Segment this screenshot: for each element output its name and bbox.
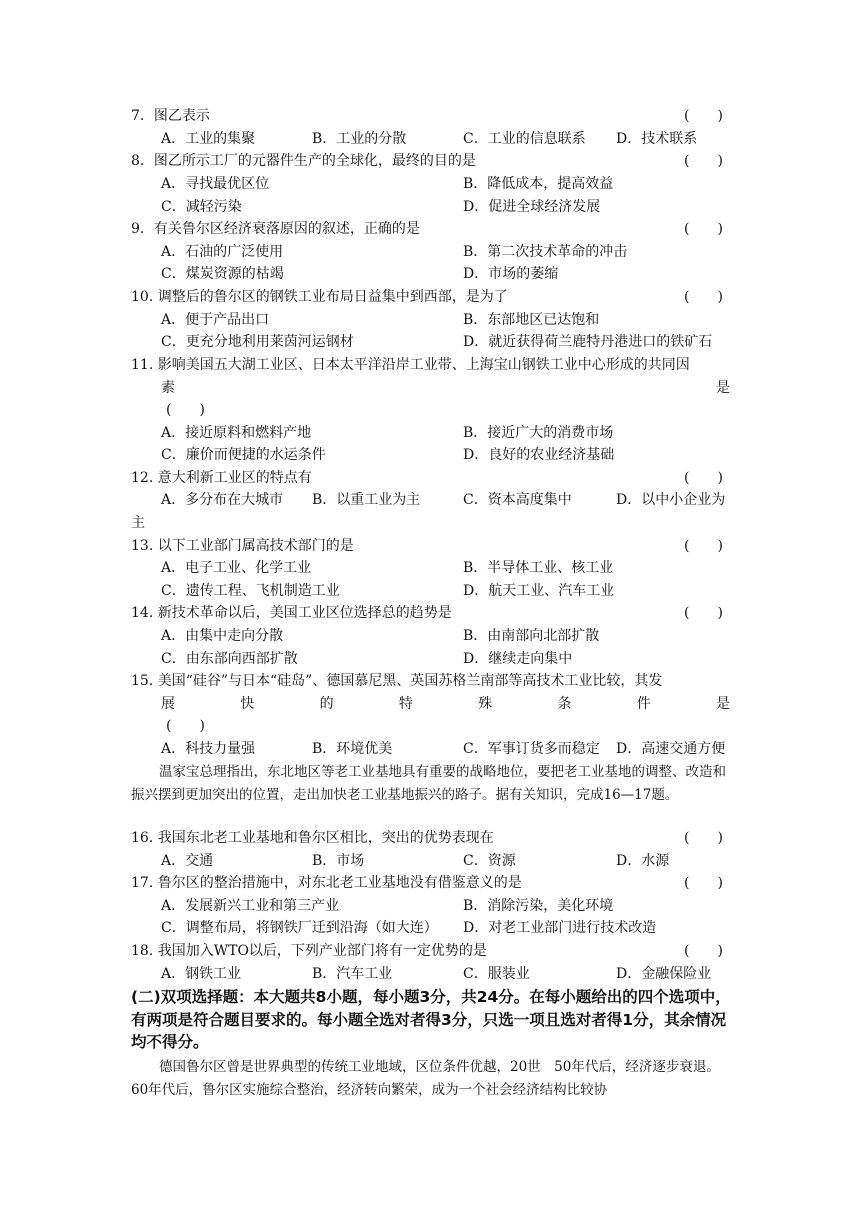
stem-char: 是 [716,380,730,396]
stem-char: 展 [161,696,175,712]
question-7-stem: 7．图乙表示 [131,108,210,124]
question-13-option-b: B．半导体工业、核工业 [463,560,614,576]
stem-char: 特 [398,696,413,712]
question-9-stem: 9．有关鲁尔区经济衰落原因的叙述，正确的是 [131,221,420,237]
question-14-stem: 14. 新技术革命以后，美国工业区位选择总的趋势是 [131,605,452,621]
question-17-option-b: B．消除污染，美化环境 [463,898,614,914]
question-16-option-c: C．资源 [463,853,516,869]
question-11-option-d: D．良好的农业经济基础 [463,447,615,463]
answer-bracket: ( ) [684,605,723,621]
question-18-option-a: A．钢铁工业 [161,966,242,982]
question-18-stem: 18. 我国加入WTO以后，下列产业部门将有一定优势的是 [131,943,487,959]
question-16-option-d: D．水源 [616,853,670,869]
answer-bracket: ( ) [684,538,723,554]
stem-char: 件 [636,696,651,712]
question-17-option-a: A．发展新兴工业和第三产业 [161,898,340,914]
question-11-option-a: A．接近原料和燃料产地 [161,425,312,441]
question-18-option-c: C．服装业 [463,966,530,982]
stem-char: 快 [240,696,255,712]
passage-ruhr: 德国鲁尔区曾是世界典型的传统工业地域，区位条件优越，20世 50年代后，经济逐步衰退。60年代后，鲁尔区实施综合整治，经济转向繁荣，成为一个社会经济结构比较协 [131,1059,720,1098]
question-11-stem-continuation [161,378,730,398]
question-12-option-b: B．以重工业为主 [312,492,421,508]
question-12-option-d-wrap: 主 [131,515,145,531]
question-12-option-c: C．资本高度集中 [463,492,572,508]
question-15-option-d: D．高速交通方便 [616,741,726,757]
answer-bracket: ( ) [684,289,723,305]
question-8-stem: 8．图乙所示工厂的元器件生产的全球化，最终的目的是 [131,153,476,169]
question-15-stem: 15. 美国“硅谷”与日本“硅岛”、德国慕尼黑、英国苏格兰南部等高技术工业比较，其发 [131,673,663,689]
stem-char: 素 [161,380,175,396]
question-13-option-c: C．遗传工程、飞机制造工业 [161,583,340,599]
question-10-option-a: A．便于产品出口 [161,312,270,328]
question-13-option-d: D．航天工业、汽车工业 [463,583,615,599]
question-16-option-a: A．交通 [161,853,214,869]
question-15-option-c: C．军事订货多而稳定 [463,741,600,757]
question-10-option-d: D．就近获得荷兰鹿特丹港进口的铁矿石 [463,334,713,350]
question-15-option-a: A．科技力量强 [161,741,256,757]
answer-bracket: ( ) [684,470,723,486]
question-12-option-a: A．多分布在大城市 [161,492,284,508]
question-8-option-a: A．寻找最优区位 [161,176,270,192]
answer-bracket: ( ) [684,875,723,891]
question-17-option-d: D．对老工业部门进行技术改造 [463,920,657,936]
question-18-option-b: B．汽车工业 [312,966,393,982]
question-11-option-c: C．廉价而便捷的水运条件 [161,447,326,463]
question-15-option-b: B．环境优美 [312,741,393,757]
question-7-option-a: A．工业的集聚 [161,131,256,147]
question-16-stem: 16. 我国东北老工业基地和鲁尔区相比，突出的优势表现在 [131,830,494,846]
answer-bracket: ( ) [684,221,723,237]
answer-bracket: ( ) [684,108,723,124]
question-10-option-b: B．东部地区已达饱和 [463,312,600,328]
question-8-option-d: D．促进全球经济发展 [463,199,601,215]
stem-char: 条 [557,696,572,712]
question-15-stem-continuation [161,694,730,714]
question-7-option-b: B．工业的分散 [312,131,407,147]
question-14-option-c: C．由东部向西部扩散 [161,651,298,667]
question-9-option-a: A．石油的广泛使用 [161,244,284,260]
question-17-option-c: C．调整布局，将钢铁厂迁到沿海（如大连） [161,920,438,936]
stem-char: 是 [715,696,730,712]
stem-char: 殊 [478,696,493,712]
question-17-stem: 17. 鲁尔区的整治措施中，对东北老工业基地没有借鉴意义的是 [131,875,522,891]
question-14-option-d: D．继续走向集中 [463,651,573,667]
question-14-option-a: A．由集中走向分散 [161,628,284,644]
question-13-option-a: A．电子工业、化学工业 [161,560,312,576]
question-9-option-c: C．煤炭资源的枯竭 [161,266,284,282]
passage-16-17: 温家宝总理指出，东北地区等老工业基地具有重要的战略地位，要把老工业基地的调整、改造和振兴摆到更加突出的位置，走出加快老工业基地振兴的路子。据有关知识，完成16—17题。 [131,764,726,803]
answer-bracket: ( ) [166,402,205,418]
question-11-option-b: B．接近广大的消费市场 [463,425,614,441]
answer-bracket: ( ) [684,943,723,959]
question-10-stem: 10. 调整后的鲁尔区的钢铁工业布局日益集中到西部，是为了 [131,289,508,305]
question-12-option-d: D．以中小企业为 [616,492,726,508]
answer-bracket: ( ) [684,153,723,169]
question-7-option-d: D．技术联系 [616,131,698,147]
question-10-option-c: C．更充分地利用莱茵河运钢材 [161,334,354,350]
question-13-stem: 13. 以下工业部门属高技术部门的是 [131,538,354,554]
question-12-stem: 12. 意大利新工业区的特点有 [131,470,312,486]
answer-bracket: ( ) [166,718,205,734]
section-2-instructions: (二)双项选择题：本大题共8小题，每小题3分，共24分。在每小题给出的四个选项中，有两项是符合题目要求的。每小题全选对者得3分，只选一项且选对者得1分，其余情况均不得分。 [131,988,731,1051]
question-8-option-b: B．降低成本，提高效益 [463,176,614,192]
question-8-option-c: C．减轻污染 [161,199,242,215]
question-14-option-b: B．由南部向北部扩散 [463,628,600,644]
question-9-option-b: B．第二次技术革命的冲击 [463,244,628,260]
question-18-option-d: D．金融保险业 [616,966,712,982]
question-16-option-b: B．市场 [312,853,365,869]
stem-char: 的 [319,696,334,712]
question-9-option-d: D．市场的萎缩 [463,266,559,282]
question-7-option-c: C．工业的信息联系 [463,131,586,147]
question-11-stem: 11. 影响美国五大湖工业区、日本太平洋沿岸工业带、上海宝山钢铁工业中心形成的共同因 [131,357,690,373]
answer-bracket: ( ) [684,830,723,846]
